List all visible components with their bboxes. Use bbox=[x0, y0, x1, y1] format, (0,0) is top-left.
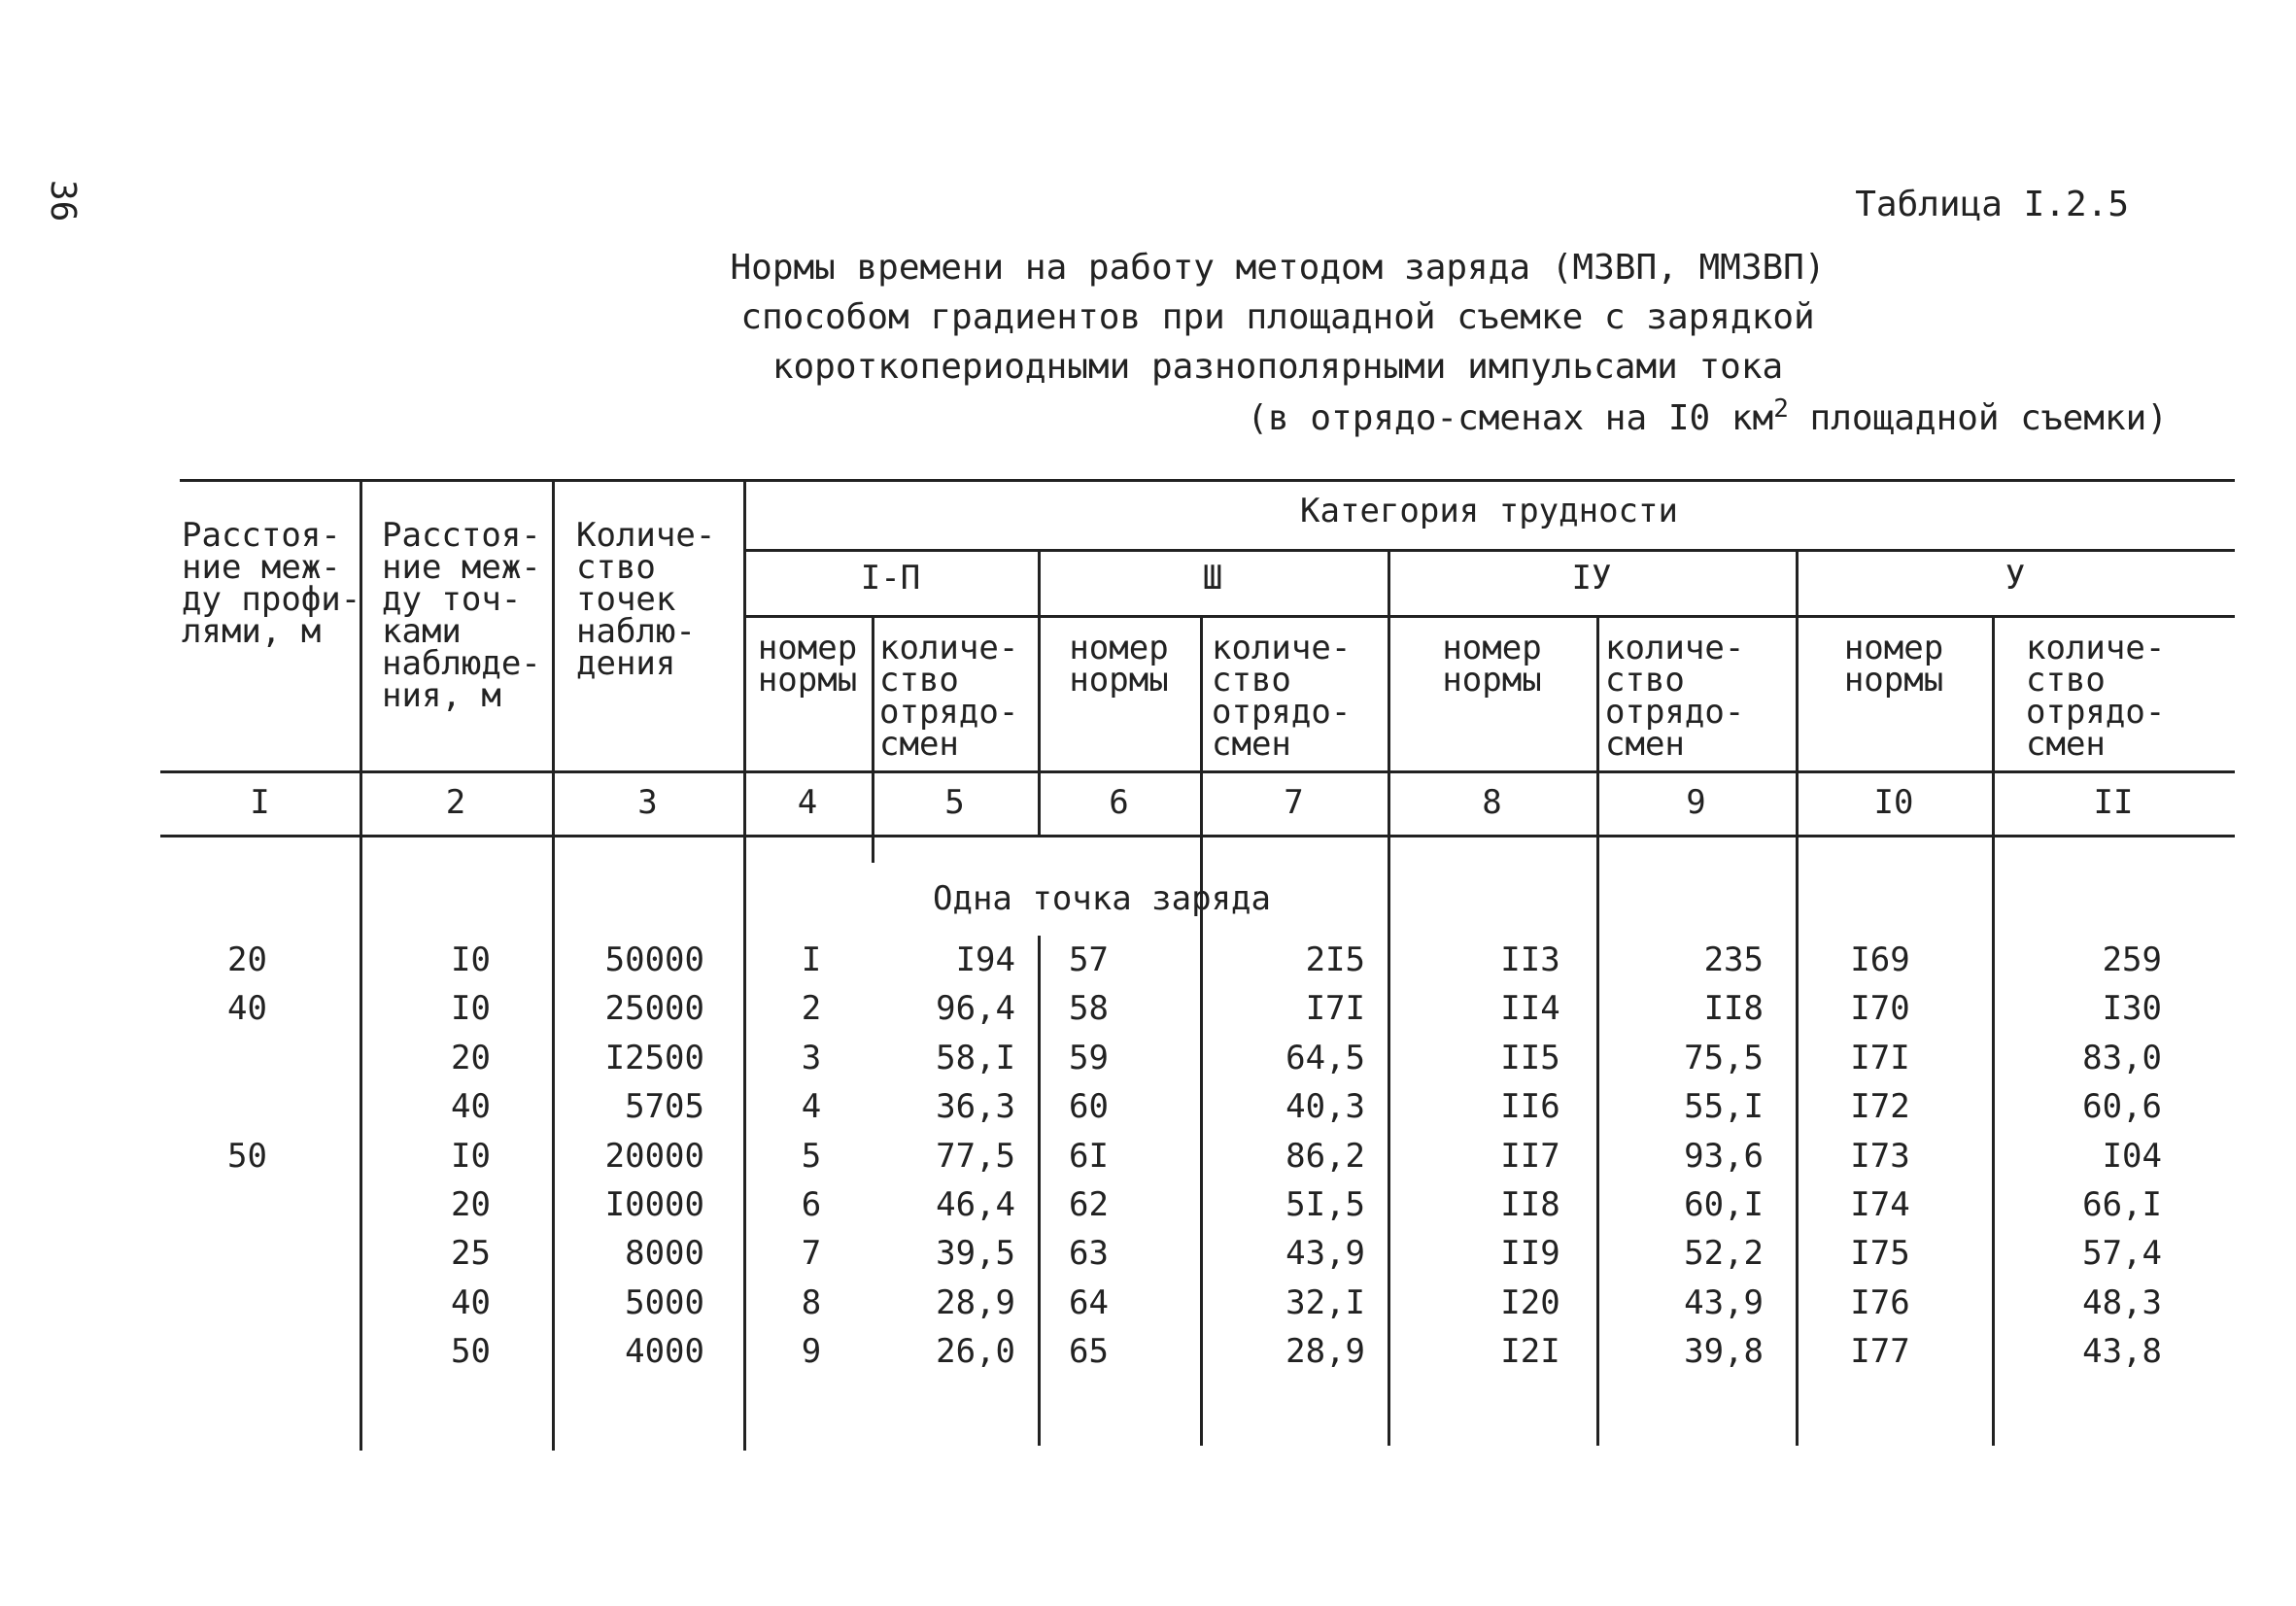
cell-point-count: 4000 bbox=[625, 1332, 704, 1371]
cell-norm-number: II9 bbox=[1500, 1234, 1560, 1273]
cell-norm-number: 63 bbox=[1069, 1234, 1109, 1273]
cell-point-count: I0000 bbox=[604, 1185, 704, 1224]
cell-point-distance: I0 bbox=[451, 940, 491, 979]
cell-shift-count: 43,8 bbox=[2082, 1332, 2162, 1371]
cell-shift-count: 46,4 bbox=[936, 1185, 1015, 1224]
page-number: 36 bbox=[43, 180, 83, 222]
cell-norm-number: II8 bbox=[1500, 1185, 1560, 1224]
header-norm-number: номер нормы bbox=[757, 629, 858, 700]
cell-shift-count: 48,3 bbox=[2082, 1283, 2162, 1322]
rule-v bbox=[1200, 615, 1203, 1446]
cell-norm-number: I69 bbox=[1850, 940, 1910, 979]
column-number: 5 bbox=[944, 783, 965, 822]
header-norm-number: номер нормы bbox=[1442, 629, 1542, 700]
cell-shift-count: 32,I bbox=[1285, 1283, 1365, 1322]
cell-shift-count: 39,5 bbox=[936, 1234, 1015, 1273]
header-shift-count: количе- ство отрядо- смен bbox=[1212, 629, 1352, 764]
rule-header-bottom bbox=[160, 770, 2235, 773]
cell-shift-count: 40,3 bbox=[1285, 1087, 1365, 1126]
cell-shift-count: 64,5 bbox=[1285, 1039, 1365, 1077]
cell-shift-count: 259 bbox=[2102, 940, 2162, 979]
cell-point-count: 25000 bbox=[604, 989, 704, 1028]
cell-shift-count: 28,9 bbox=[936, 1283, 1015, 1322]
cell-norm-number: I7I bbox=[1850, 1039, 1910, 1077]
header-point-count: Количе- ство точек наблю- дения bbox=[576, 516, 716, 683]
header-shift-count: количе- ство отрядо- смен bbox=[1605, 629, 1745, 764]
cell-point-distance: 50 bbox=[451, 1332, 491, 1371]
cell-norm-number: I74 bbox=[1850, 1185, 1910, 1224]
cell-shift-count: 86,2 bbox=[1285, 1137, 1365, 1176]
rule-v bbox=[1596, 615, 1599, 1446]
header-shift-count: количе- ство отрядо- смен bbox=[2026, 629, 2166, 764]
cell-shift-count: 60,6 bbox=[2082, 1087, 2162, 1126]
cell-point-count: 20000 bbox=[604, 1137, 704, 1176]
title-line: способом градиентов при площадной съемке с зарядкой bbox=[740, 297, 1815, 337]
group-4: IУ bbox=[1571, 559, 1612, 598]
cell-norm-number: 58 bbox=[1069, 989, 1109, 1028]
cell-norm-number: I76 bbox=[1850, 1283, 1910, 1322]
cell-point-distance: I0 bbox=[451, 989, 491, 1028]
cell-norm-number: I bbox=[801, 940, 822, 979]
group-5: У bbox=[2005, 559, 2026, 598]
cell-point-count: 5705 bbox=[625, 1087, 704, 1126]
section-label: Одна точка заряда bbox=[933, 879, 1271, 918]
cell-shift-count: 77,5 bbox=[936, 1137, 1015, 1176]
column-number: 2 bbox=[445, 783, 466, 822]
cell-norm-number: I72 bbox=[1850, 1087, 1910, 1126]
cell-shift-count: 36,3 bbox=[936, 1087, 1015, 1126]
cell-norm-number: I73 bbox=[1850, 1137, 1910, 1176]
rule-v bbox=[1992, 615, 1995, 1446]
cell-norm-number: I2I bbox=[1500, 1332, 1560, 1371]
header-shift-count: количе- ство отрядо- смен bbox=[879, 629, 1019, 764]
cell-shift-count: I30 bbox=[2102, 989, 2162, 1028]
cell-point-count: 8000 bbox=[625, 1234, 704, 1273]
cell-norm-number: I20 bbox=[1500, 1283, 1560, 1322]
cell-shift-count: I7I bbox=[1305, 989, 1365, 1028]
title-line: Нормы времени на работу методом заряда (МЗВП, ММЗВП) bbox=[730, 248, 1826, 288]
cell-norm-number: 7 bbox=[801, 1234, 822, 1273]
cell-shift-count: 5I,5 bbox=[1285, 1185, 1365, 1224]
cell-profile-distance: 50 bbox=[227, 1137, 267, 1176]
column-number: 6 bbox=[1109, 783, 1129, 822]
cell-shift-count: 52,2 bbox=[1684, 1234, 1764, 1273]
column-number: I0 bbox=[1873, 783, 1914, 822]
column-number: 4 bbox=[797, 783, 818, 822]
cell-norm-number: I75 bbox=[1850, 1234, 1910, 1273]
cell-shift-count: I04 bbox=[2102, 1137, 2162, 1176]
column-number: I bbox=[250, 783, 270, 822]
cell-shift-count: 28,9 bbox=[1285, 1332, 1365, 1371]
cell-profile-distance: 20 bbox=[227, 940, 267, 979]
column-number: II bbox=[2093, 783, 2134, 822]
cell-shift-count: 43,9 bbox=[1285, 1234, 1365, 1273]
cell-point-distance: I0 bbox=[451, 1137, 491, 1176]
cell-norm-number: 65 bbox=[1069, 1332, 1109, 1371]
cell-norm-number: II4 bbox=[1500, 989, 1560, 1028]
column-number: 9 bbox=[1686, 783, 1706, 822]
cell-norm-number: 4 bbox=[801, 1087, 822, 1126]
cell-norm-number: 6I bbox=[1069, 1137, 1109, 1176]
cell-shift-count: 60,I bbox=[1684, 1185, 1764, 1224]
units-note: (в отрядо-сменах на I0 $км^2$ площадной съемки) bbox=[1247, 394, 2168, 438]
header-norm-number: номер нормы bbox=[1069, 629, 1169, 700]
cell-norm-number: 6 bbox=[801, 1185, 822, 1224]
table-label: Таблица I.2.5 bbox=[1855, 185, 2129, 224]
cell-shift-count: 39,8 bbox=[1684, 1332, 1764, 1371]
rule-category bbox=[743, 549, 2235, 552]
column-number: 7 bbox=[1284, 783, 1304, 822]
cell-norm-number: I70 bbox=[1850, 989, 1910, 1028]
cell-shift-count: I94 bbox=[955, 940, 1015, 979]
cell-shift-count: 93,6 bbox=[1684, 1137, 1764, 1176]
cell-shift-count: 58,I bbox=[936, 1039, 1015, 1077]
cell-shift-count: 83,0 bbox=[2082, 1039, 2162, 1077]
cell-shift-count: 96,4 bbox=[936, 989, 1015, 1028]
cell-norm-number: II5 bbox=[1500, 1039, 1560, 1077]
cell-profile-distance: 40 bbox=[227, 989, 267, 1028]
rule-v bbox=[1038, 936, 1041, 1446]
rule-v bbox=[552, 479, 555, 1451]
table-title bbox=[719, 243, 1836, 392]
cell-shift-count: 2I5 bbox=[1305, 940, 1365, 979]
cell-shift-count: 66,I bbox=[2082, 1185, 2162, 1224]
cell-norm-number: II3 bbox=[1500, 940, 1560, 979]
cell-point-distance: 40 bbox=[451, 1283, 491, 1322]
group-3: Ш bbox=[1202, 559, 1223, 598]
cell-norm-number: 57 bbox=[1069, 940, 1109, 979]
group-1-2: I-П bbox=[860, 559, 921, 598]
header-norm-number: номер нормы bbox=[1843, 629, 1944, 700]
column-number: 3 bbox=[637, 783, 658, 822]
cell-point-count: 50000 bbox=[604, 940, 704, 979]
cell-point-distance: 20 bbox=[451, 1185, 491, 1224]
norms-table bbox=[160, 479, 2235, 1451]
cell-norm-number: 59 bbox=[1069, 1039, 1109, 1077]
header-category: Категория трудности bbox=[1300, 492, 1678, 530]
cell-point-count: 5000 bbox=[625, 1283, 704, 1322]
cell-shift-count: 75,5 bbox=[1684, 1039, 1764, 1077]
rule-top bbox=[180, 479, 2235, 482]
cell-point-distance: 20 bbox=[451, 1039, 491, 1077]
cell-shift-count: II8 bbox=[1703, 989, 1764, 1028]
header-profile-distance: Расстоя- ние меж- ду профи- лями, м bbox=[182, 516, 361, 651]
cell-norm-number: 9 bbox=[801, 1332, 822, 1371]
cell-shift-count: 55,I bbox=[1684, 1087, 1764, 1126]
rule-v bbox=[872, 615, 874, 863]
cell-shift-count: 26,0 bbox=[936, 1332, 1015, 1371]
title-line: короткопериодными разнополярными импульсами тока bbox=[771, 347, 1784, 387]
rule-v bbox=[743, 479, 746, 1451]
cell-point-distance: 40 bbox=[451, 1087, 491, 1126]
cell-point-count: I2500 bbox=[604, 1039, 704, 1077]
cell-norm-number: 60 bbox=[1069, 1087, 1109, 1126]
column-number: 8 bbox=[1482, 783, 1502, 822]
cell-norm-number: 62 bbox=[1069, 1185, 1109, 1224]
cell-shift-count: 235 bbox=[1703, 940, 1764, 979]
cell-norm-number: II7 bbox=[1500, 1137, 1560, 1176]
rule-column-numbers bbox=[160, 835, 2235, 837]
cell-point-distance: 25 bbox=[451, 1234, 491, 1273]
rule-groups bbox=[743, 615, 2235, 618]
cell-norm-number: I77 bbox=[1850, 1332, 1910, 1371]
cell-shift-count: 43,9 bbox=[1684, 1283, 1764, 1322]
cell-norm-number: 64 bbox=[1069, 1283, 1109, 1322]
header-point-distance: Расстоя- ние меж- ду точ- ками наблюде- ния, м bbox=[382, 516, 541, 715]
cell-norm-number: 3 bbox=[801, 1039, 822, 1077]
cell-norm-number: 2 bbox=[801, 989, 822, 1028]
cell-norm-number: 8 bbox=[801, 1283, 822, 1322]
cell-norm-number: II6 bbox=[1500, 1087, 1560, 1126]
cell-norm-number: 5 bbox=[801, 1137, 822, 1176]
cell-shift-count: 57,4 bbox=[2082, 1234, 2162, 1273]
